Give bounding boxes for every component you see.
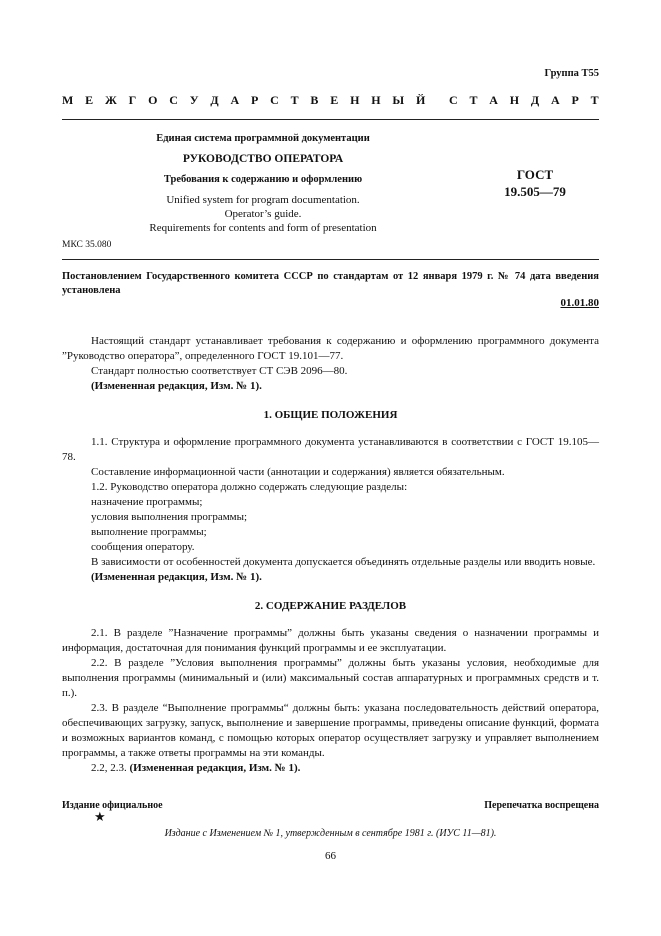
banner-letter: Т [590, 93, 599, 107]
list-item: условия выполнения программы; [91, 511, 248, 523]
title-block [118, 131, 408, 235]
interstate-standard-banner [62, 93, 599, 108]
english-title [118, 193, 408, 235]
banner-letter: Е [330, 93, 339, 107]
star-icon: ★ [94, 809, 106, 824]
banner-letter: Н [371, 93, 381, 107]
gost-number: 19.505—79 [504, 184, 566, 199]
banner-letter: Й [415, 93, 426, 107]
reprint-prohibited-label: Перепечатка воспрещена [484, 800, 599, 811]
english-title-line: Requirements for contents and form of presentation [149, 222, 377, 234]
banner-letter: Д [210, 93, 219, 107]
banner-letter: Ы [392, 93, 405, 107]
document-subtitle: Требования к содержанию и оформлению [163, 174, 363, 185]
banner-letter: М [62, 93, 74, 107]
banner-letter: Т [469, 93, 478, 107]
section-paragraph: 2.1. В разделе ”Назначение программы” должны быть указаны сведения о назначении программы и информация, достаточная для понимания функций программы и ее эксплуатации. [62, 627, 599, 654]
section-heading: 1. ОБЩИЕ ПОЛОЖЕНИЯ [263, 409, 398, 421]
banner-letter: А [550, 93, 560, 107]
amendment-note: (Измененная редакция, Изм. № 1). [91, 571, 262, 583]
banner-letter: А [489, 93, 498, 107]
gost-label: ГОСТ [516, 167, 554, 182]
section-paragraph: 1.2. Руководство оператора должно содержать следующие разделы: [91, 481, 408, 493]
banner-letter: Г [128, 93, 137, 107]
section-paragraph: 2.2. В разделе ”Условия выполнения программы” должны быть указаны условия, необходимые для выполнения программы (минимальный и (или) максимальный состав аппаратурных и программных средств и т. п.). [62, 657, 599, 699]
banner-letter: Т [290, 93, 299, 107]
official-edition-label: Издание официальное [62, 800, 163, 811]
intro-paragraph: Настоящий стандарт устанавливает требования к содержанию и оформлению программного документа ”Руководство оператора”, определенного ГОСТ 19.101—77. [62, 335, 599, 362]
section-paragraph: Составление информационной части (аннотации и содержания) является обязательным. [91, 466, 505, 478]
banner-letter: С [270, 93, 279, 107]
section-paragraph: В зависимости от особенностей документа допускается объединять отдельные разделы или вводить новые. [91, 556, 596, 568]
gost-designation [475, 166, 595, 200]
list-item: выполнение программы; [91, 526, 207, 538]
section-paragraph: 1.1. Структура и оформление программного документа устанавливаются в соответствии с ГОСТ 19.105—78. [62, 436, 599, 463]
amendment-prefix: 2.2, 2.3. [91, 762, 127, 774]
section-heading: 2. СОДЕРЖАНИЕ РАЗДЕЛОВ [254, 600, 407, 612]
banner-letter: Е [85, 93, 94, 107]
banner-letter: С [448, 93, 458, 107]
banner-letter: У [189, 93, 199, 107]
banner-letter: А [230, 93, 240, 107]
list-item: назначение программы; [91, 496, 203, 508]
middle-divider [62, 259, 599, 260]
amendment-note: (Измененная редакция, Изм. № 1). [91, 380, 262, 392]
banner-letter: Н [350, 93, 360, 107]
page-number: 66 [325, 850, 336, 862]
banner-letter: В [310, 93, 319, 107]
banner-letter: Д [530, 93, 540, 107]
top-divider [62, 119, 599, 120]
group-label: Группа Т55 [544, 68, 599, 79]
english-title-line: Unified system for program documentation. [166, 194, 360, 206]
banner-letter: С [169, 93, 178, 107]
list-item: сообщения оператору. [91, 541, 195, 553]
edition-note: Издание с Изменением № 1, утвержденным в сентябре 1981 г. (ИУС 11—81). [164, 828, 497, 839]
banner-letter: Ж [104, 93, 117, 107]
banner-letter: Р [571, 93, 579, 107]
decree-text: Постановлением Государственного комитета СССР по стандартам от 12 января 1979 г. № 74 дата введения установлена [62, 271, 599, 296]
system-title: Единая система программной документации [156, 133, 370, 144]
introduction-date: 01.01.80 [560, 297, 599, 309]
document-body [62, 334, 599, 776]
banner-letter: О [148, 93, 158, 107]
mks-code: МКС 35.080 [62, 240, 112, 250]
intro-paragraph: Стандарт полностью соответствует СТ СЭВ 2096—80. [91, 365, 348, 377]
section-paragraph: 2.3. В разделе “Выполнение программы“ должны быть: указана последовательность действий оператора, обеспечивающих загрузку, запуск, выполнение и завершение программы, приведены описание функций, формата и возможных вариантов команд, с помощью которых оператор осуществляет загрузку и управляет выполнением программы, а также ответы программы на эти команды. [62, 702, 599, 759]
english-title-line: Operator’s guide. [224, 208, 302, 220]
banner-letter: Н [509, 93, 520, 107]
banner-letter: Р [250, 93, 259, 107]
amendment-line [62, 761, 599, 776]
document-title: РУКОВОДСТВО ОПЕРАТОРА [182, 153, 344, 165]
amendment-note: (Измененная редакция, Изм. № 1). [129, 762, 301, 774]
